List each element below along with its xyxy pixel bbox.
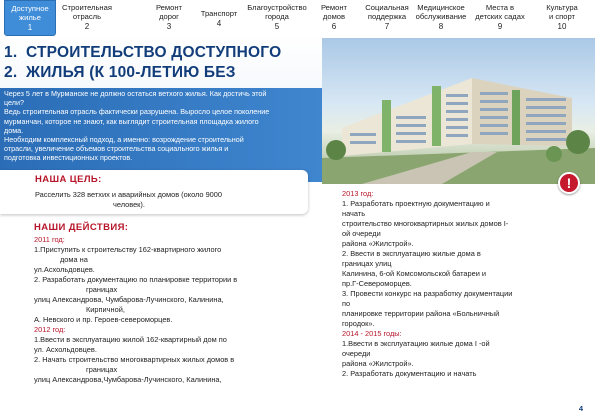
tab-transport[interactable] bbox=[194, 0, 244, 36]
plan-line: строительство многоквартирных жилых домов I- bbox=[342, 219, 509, 228]
tab-label: Медицинское bbox=[417, 3, 465, 12]
tab-kindergarten-places[interactable] bbox=[470, 0, 530, 36]
tab-label: Доступное bbox=[11, 4, 49, 13]
tab-city-improvement[interactable] bbox=[246, 0, 308, 36]
plan-line: района «Жилстрой». bbox=[342, 359, 414, 368]
title-line: ЖИЛЬЯ (К 100-ЛЕТИЮ БЕЗ bbox=[26, 64, 236, 81]
action-line: 2. Начать строительство многоквартирных жилых домов в bbox=[34, 355, 235, 364]
tab-label: Культура bbox=[546, 3, 578, 12]
action-line: границах bbox=[86, 365, 118, 374]
action-line: Кирпичной, bbox=[86, 305, 125, 314]
plan-line: планировке территории района «Больничный bbox=[342, 309, 500, 318]
tab-label: детских садах bbox=[475, 12, 525, 21]
goal-line: человек). bbox=[113, 200, 145, 209]
tab-label: Ремонт bbox=[155, 3, 183, 12]
tab-social-support[interactable] bbox=[360, 0, 414, 36]
action-line: 1.Ввести в эксплуатацию жилой 162-квартирный дом по bbox=[34, 335, 227, 344]
action-line: дома на bbox=[60, 255, 88, 264]
action-line: 2. Разработать документацию по планировке территории в bbox=[34, 275, 238, 284]
building-illustration bbox=[322, 38, 595, 184]
tab-construction-industry[interactable] bbox=[57, 0, 117, 36]
tab-number: 1 bbox=[27, 23, 33, 32]
plan-list bbox=[342, 189, 592, 379]
tab-house-repair[interactable] bbox=[308, 0, 360, 36]
plan-line: 1.Ввести в эксплуатацию жилые дома I -ой bbox=[342, 339, 490, 348]
intro-line: Через 5 лет в Мурманске не должно остаться ветхого жилья. Как достичь этой bbox=[4, 89, 267, 98]
tab-number: 6 bbox=[331, 22, 337, 31]
plan-line: пр.Г-Североморцев. bbox=[342, 279, 412, 288]
tab-number: 10 bbox=[557, 22, 567, 31]
actions-list bbox=[34, 235, 308, 385]
left-column bbox=[0, 166, 308, 420]
plan-line: 2. Разработать документацию и начать bbox=[342, 369, 477, 378]
plan-line: Калинина, 6-ой Комсомольской батареи и bbox=[342, 269, 487, 278]
tab-label: Благоустройство bbox=[247, 3, 307, 12]
tab-number: 5 bbox=[274, 22, 280, 31]
action-line: улиц Александрова,Чумбарова-Лучинского, Калинина, bbox=[34, 375, 222, 384]
action-line: 1.Приступить к строительству 162-квартирного жилого bbox=[34, 245, 222, 254]
intro-line: дома. bbox=[4, 125, 24, 135]
tab-number: 7 bbox=[384, 22, 390, 31]
intro-line: отрасли, увеличение объемов строительства социального жилья и bbox=[4, 144, 229, 154]
year-label: 2012 год: bbox=[34, 325, 66, 334]
tab-number: 4 bbox=[216, 19, 222, 28]
section-tabs bbox=[0, 0, 595, 36]
housing-photo bbox=[322, 38, 595, 184]
tab-label: Социальная bbox=[365, 3, 409, 12]
action-line: А. Невского и пр. Героев-североморцев. bbox=[34, 315, 173, 324]
intro-line: подготовка инвестиционных проектов. bbox=[4, 153, 133, 163]
year-label: 2011 год: bbox=[34, 235, 65, 244]
plan-line: по bbox=[342, 299, 351, 308]
plan-line: 2. Ввести в эксплуатацию жилые дома в bbox=[342, 249, 481, 258]
alert-icon: ! bbox=[558, 172, 580, 194]
goal-text bbox=[35, 190, 222, 210]
tab-label: поддержка bbox=[367, 12, 407, 21]
tab-medical-service[interactable] bbox=[412, 0, 470, 36]
title-number: 2. bbox=[4, 64, 18, 81]
tab-label: и спорт bbox=[548, 12, 576, 21]
intro-text bbox=[0, 88, 322, 163]
tab-label: домов bbox=[322, 12, 346, 21]
plan-line: городок». bbox=[342, 319, 375, 328]
title-line: СТРОИТЕЛЬСТВО ДОСТУПНОГО bbox=[26, 44, 282, 61]
tab-label: обслуживание bbox=[415, 12, 467, 21]
page-title bbox=[4, 43, 322, 83]
intro-line: Ведь строительная отрасль фактически разрушена. Выросло целое поколение bbox=[4, 107, 270, 117]
goal-line: Расселить 328 ветхих и аварийных домов (около 9000 bbox=[35, 190, 223, 199]
action-line: ул.Асхольдовцев. bbox=[34, 265, 95, 274]
goal-card bbox=[0, 170, 308, 214]
action-line: ул. Асхольдовцев. bbox=[34, 345, 97, 354]
plan-line: начать bbox=[342, 209, 366, 218]
year-label: 2013 год: bbox=[342, 189, 374, 198]
plan-line: района «Жилстрой». bbox=[342, 239, 414, 248]
action-line: границах bbox=[86, 285, 118, 294]
intro-line: цели? bbox=[4, 98, 25, 108]
plan-line: 1. Разработать проектную документацию и bbox=[342, 199, 490, 208]
plan-line: ой очереди bbox=[342, 229, 381, 238]
tab-number: 9 bbox=[497, 22, 503, 31]
tab-road-repair[interactable] bbox=[144, 0, 194, 36]
title-number: 1. bbox=[4, 44, 18, 61]
tab-number: 8 bbox=[438, 22, 444, 31]
plan-line: очереди bbox=[342, 349, 371, 358]
tab-label: Ремонт bbox=[320, 3, 348, 12]
tab-label: жилье bbox=[19, 13, 41, 22]
goal-heading: НАША ЦЕЛЬ: bbox=[35, 174, 102, 185]
plan-line: границах улиц bbox=[342, 259, 392, 268]
right-column bbox=[310, 166, 595, 420]
tab-label: Места в bbox=[485, 3, 515, 12]
tab-label: Строительная bbox=[62, 3, 112, 12]
tab-label: города bbox=[265, 12, 289, 21]
tab-label: дорог bbox=[159, 12, 179, 21]
year-label: 2014 - 2015 годы: bbox=[342, 329, 402, 338]
tab-label: отрасль bbox=[72, 12, 102, 21]
intro-line: мурманчан, которое не знают, как выглядит строительная площадка жилого bbox=[4, 116, 259, 126]
page-number: 4 bbox=[578, 404, 583, 413]
actions-heading: НАШИ ДЕЙСТВИЯ: bbox=[34, 222, 129, 233]
tab-affordable-housing[interactable] bbox=[4, 0, 56, 36]
tab-culture-sport[interactable] bbox=[534, 0, 590, 36]
plan-line: 3. Провести конкурс на разработку документации bbox=[342, 289, 513, 298]
tab-number: 3 bbox=[166, 22, 172, 31]
tab-label: Транспорт bbox=[200, 9, 238, 18]
tab-number: 2 bbox=[84, 22, 90, 31]
action-line: улиц Александрова, Чумбарова-Лучинского, Калинина, bbox=[34, 295, 224, 304]
intro-line: Необходим комплексный подход, а именно: возрождение строительной bbox=[4, 135, 244, 145]
